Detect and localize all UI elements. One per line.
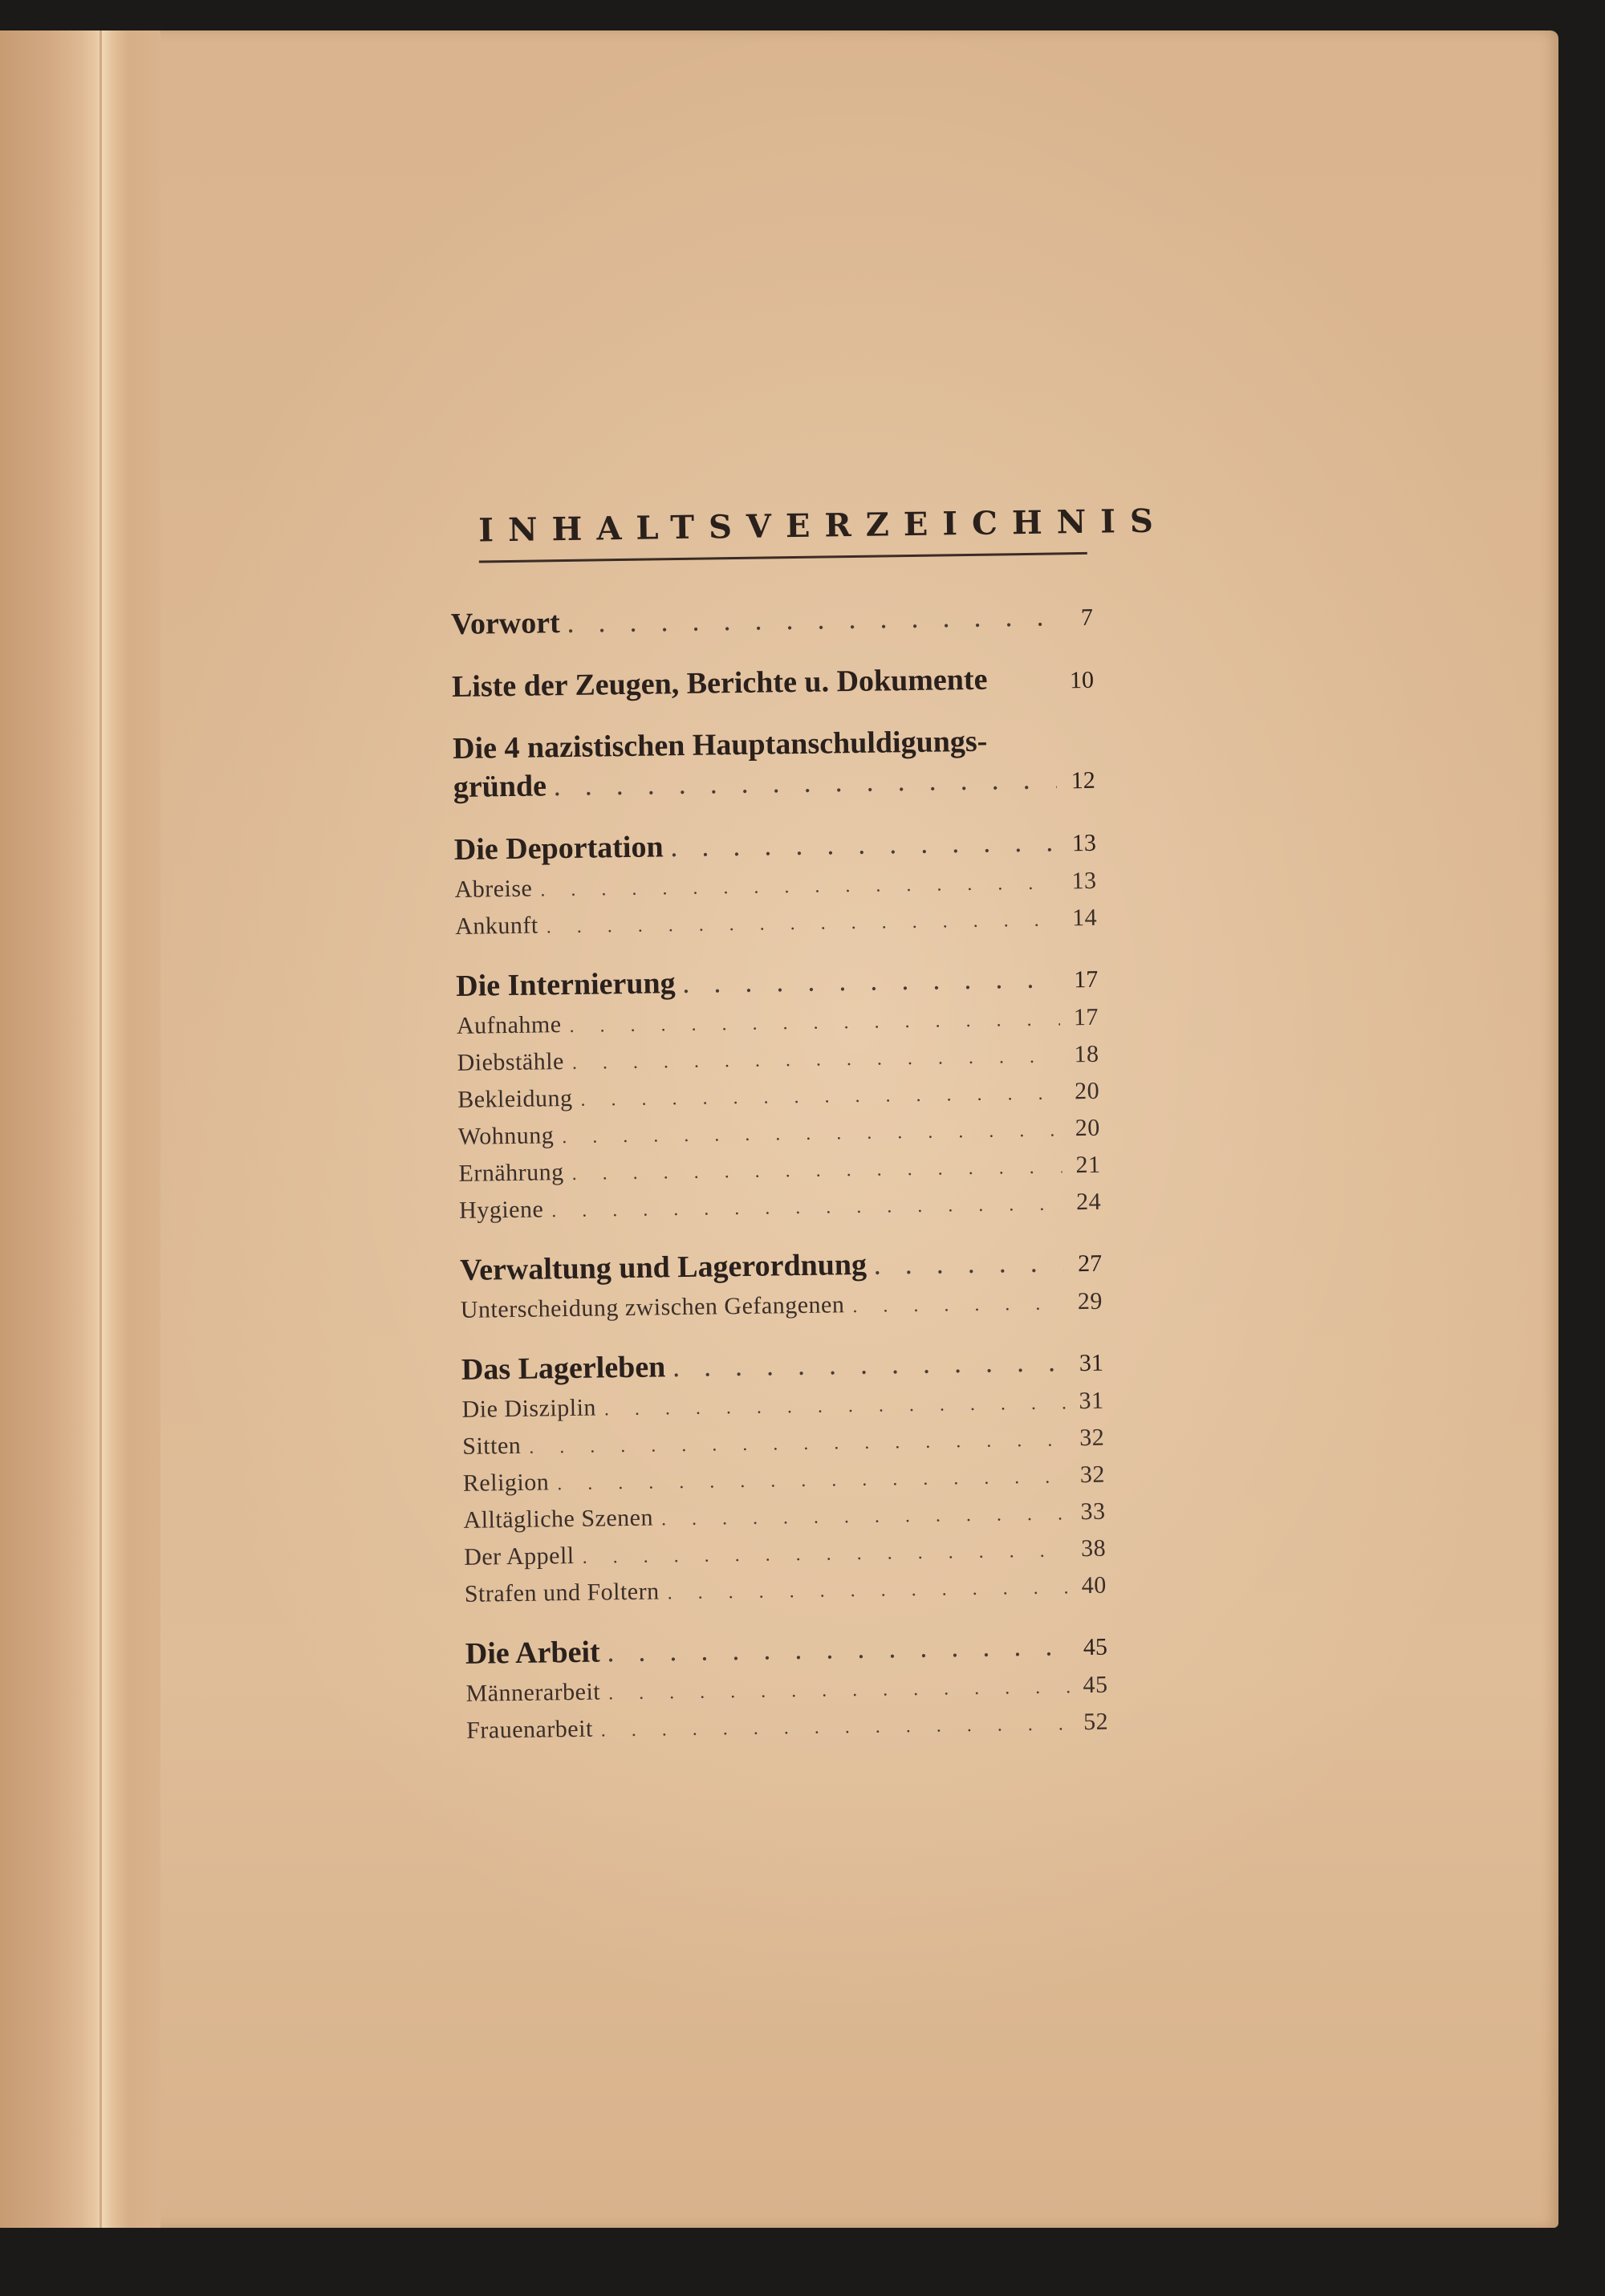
toc-entry-page-number: 20: [1075, 1114, 1101, 1142]
toc-entry-label: Diebstähle: [457, 1048, 565, 1076]
dot-leader: [852, 1286, 1064, 1324]
dot-leader: [551, 1186, 1063, 1229]
toc-chapter-label: Liste der Zeugen, Berichte u. Dokumente: [451, 662, 988, 704]
toc-entry-page-number: 14: [1071, 904, 1098, 932]
dot-leader: [875, 1246, 1064, 1286]
toc-entry-page-number: 52: [1083, 1708, 1109, 1736]
toc-entry: [461, 1284, 1103, 1330]
dot-leader: [683, 961, 1059, 1006]
toc-chapter-continuation-page-number: 12: [1071, 766, 1095, 794]
dot-leader: [601, 1706, 1071, 1748]
dot-leader: [580, 1075, 1061, 1117]
toc-entry-label: Hygiene: [458, 1196, 544, 1224]
toc-chapter-page-number: 7: [1080, 603, 1094, 632]
toc-chapter-page-number: 17: [1073, 965, 1099, 994]
toc-entry-page-number: 33: [1080, 1497, 1106, 1526]
toc-chapter-label: Das Lagerleben: [461, 1350, 666, 1387]
toc-entry-page-number: 29: [1077, 1287, 1103, 1315]
toc-section: [453, 721, 1095, 810]
toc-entry-page-number: 40: [1081, 1571, 1107, 1599]
toc-entry-page-number: 24: [1075, 1188, 1102, 1216]
toc-chapter-page-number: 27: [1077, 1250, 1103, 1278]
toc-chapter-page-number: 13: [1071, 829, 1097, 857]
dot-leader: [582, 1533, 1067, 1575]
dot-leader: [546, 902, 1058, 945]
dot-leader: [557, 1459, 1067, 1502]
toc-entry-page-number: 17: [1073, 1003, 1099, 1031]
toc-chapter-page-number: 10: [1069, 666, 1095, 694]
toc-body: [451, 596, 1109, 1750]
dot-leader: [529, 1422, 1067, 1465]
toc-chapter-label: Vorwort: [450, 606, 561, 641]
gutter-fold: [100, 30, 102, 2228]
toc-entry-label: Unterscheidung zwischen Gefangenen: [460, 1291, 845, 1323]
toc-entry-label: Der Appell: [463, 1542, 575, 1571]
toc-section: [465, 1626, 1109, 1750]
toc-entry-label: Ankunft: [454, 912, 538, 940]
toc-entry-page-number: 20: [1074, 1077, 1100, 1105]
toc-entry: [465, 1568, 1107, 1614]
toc-section: [460, 1242, 1103, 1330]
dot-leader: [572, 1038, 1061, 1080]
title-rule: [479, 552, 1087, 563]
dot-leader: [671, 825, 1058, 869]
toc-entry-label: Aufnahme: [456, 1011, 562, 1039]
dot-leader: [607, 1629, 1069, 1674]
toc-entry: [459, 1185, 1102, 1230]
toc-section: [461, 1342, 1107, 1614]
toc-entry-page-number: 18: [1074, 1040, 1099, 1068]
toc-section: [454, 822, 1098, 946]
dot-leader: [562, 1112, 1062, 1155]
page-leaf: [0, 30, 1558, 2228]
toc-entry-page-number: 13: [1071, 867, 1097, 895]
dot-leader: [673, 1345, 1065, 1389]
toc-section: [456, 958, 1102, 1230]
table-of-contents: [449, 502, 1168, 1750]
dot-leader: [667, 1570, 1068, 1611]
toc-chapter-continuation-label: gründe: [453, 769, 547, 804]
toc-entry-label: Die Disziplin: [461, 1394, 597, 1423]
book-gutter: [0, 30, 160, 2228]
dot-leader: [555, 762, 1057, 808]
toc-chapter: [452, 659, 1095, 709]
dot-leader: [569, 1002, 1060, 1044]
dot-leader: [661, 1496, 1067, 1537]
toc-chapter-page-number: 45: [1083, 1633, 1108, 1661]
dot-leader: [996, 688, 1056, 689]
dot-leader: [567, 599, 1054, 644]
toc-entry-label: Strafen und Foltern: [464, 1578, 660, 1607]
toc-chapter-page-number: 31: [1079, 1349, 1104, 1377]
toc-chapter-label: Die 4 nazistischen Hauptanschuldigungs-: [452, 724, 988, 766]
dot-leader: [571, 1149, 1062, 1192]
toc-chapter: [451, 596, 1094, 647]
toc-chapter-label: Die Arbeit: [465, 1635, 600, 1671]
toc-entry-page-number: 45: [1083, 1671, 1108, 1699]
toc-entry-label: Wohnung: [457, 1122, 555, 1150]
toc-section: [451, 596, 1094, 647]
toc-entry-label: Männerarbeit: [465, 1678, 601, 1707]
toc-entry-label: Ernährung: [458, 1159, 564, 1187]
toc-chapter-label: Die Internierung: [455, 966, 676, 1003]
toc-entry-page-number: 32: [1079, 1424, 1105, 1452]
toc-entry-page-number: 38: [1080, 1534, 1107, 1562]
toc-section: [452, 659, 1095, 709]
toc-entry-label: Frauenarbeit: [465, 1715, 594, 1744]
toc-entry-page-number: 31: [1079, 1387, 1104, 1415]
toc-entry-label: Sitten: [462, 1432, 522, 1460]
toc-entry-label: Bekleidung: [457, 1084, 573, 1113]
toc-entry: [466, 1705, 1109, 1750]
dot-leader: [540, 865, 1058, 908]
toc-entry-label: Religion: [462, 1469, 550, 1497]
toc-entry-label: Alltägliche Szenen: [463, 1504, 654, 1534]
toc-entry-page-number: 21: [1075, 1151, 1101, 1179]
toc-entry-page-number: 32: [1079, 1461, 1106, 1489]
toc-chapter-label: Verwaltung und Lagerordnung: [459, 1247, 868, 1287]
toc-chapter-label: Die Deportation: [453, 830, 664, 867]
dot-leader: [604, 1385, 1066, 1427]
dot-leader: [608, 1669, 1070, 1711]
toc-title: INHALTSVERZEICHNIS: [477, 502, 1168, 550]
toc-entry-label: Abreise: [454, 875, 533, 903]
